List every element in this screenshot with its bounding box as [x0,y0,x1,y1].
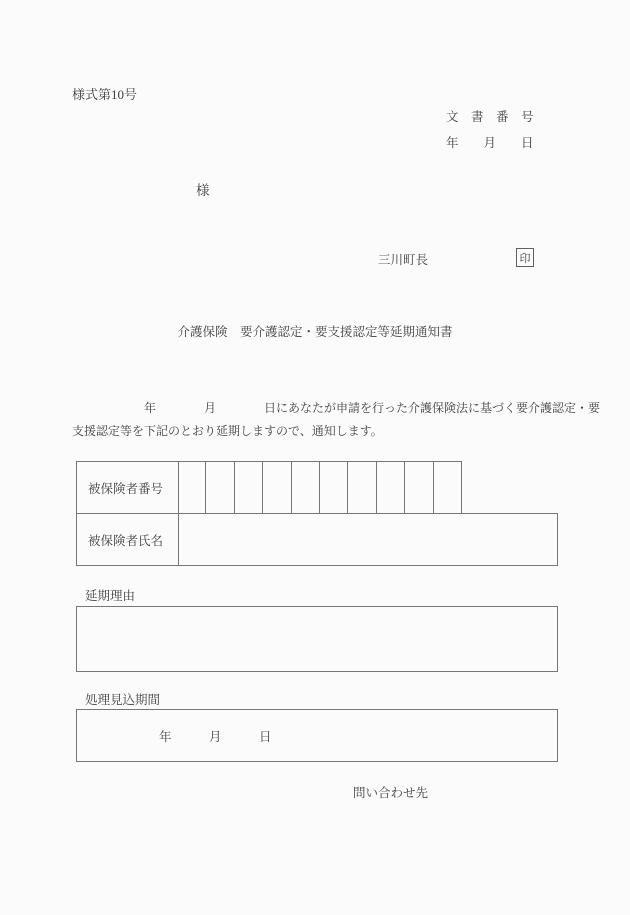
insured-number-digit-cell[interactable] [320,461,348,514]
issuer-name: 三川町長 [378,253,429,267]
insured-number-digit-cell[interactable] [206,461,234,514]
processing-period-label: 処理見込期間 [85,693,161,707]
recipient-honorific: 様 [196,183,210,198]
insured-number-label: 被保険者番号 [88,481,164,496]
issue-date-line: 年 月 日 [446,136,534,150]
document-title: 介護保険 要介護認定・要支援認定等延期通知書 [177,325,453,339]
insured-number-digit-cell[interactable] [292,461,320,514]
body-line-1: 年 月 日にあなたが申請を行った介護保険法に基づく要介護認定・要 [72,401,601,415]
insured-number-digit-cell[interactable] [263,461,291,514]
insured-name-label-cell [76,513,179,566]
insured-name-field[interactable] [178,513,558,566]
document-number-label: 文 書 番 号 [446,110,534,124]
insured-number-digit-cell[interactable] [434,461,462,514]
insured-number-label-cell [76,461,179,514]
document-meta-block [446,104,534,156]
period-date-placeholder: 年 月 日 [159,729,272,744]
body-line-2: 支援認定等を下記のとおり延期しますので、通知します。 [72,424,383,438]
insured-number-digit-cell[interactable] [377,461,405,514]
body-paragraph [72,397,600,443]
seal-character: 印 [519,252,531,265]
form-number: 様式第10号 [72,87,138,102]
delay-reason-field[interactable] [76,606,558,672]
insured-number-digit-cell[interactable] [235,461,263,514]
insured-number-digit-cells [178,461,462,514]
insured-name-label: 被保険者氏名 [88,533,164,548]
contact-label: 問い合わせ先 [353,786,429,800]
processing-period-field[interactable] [76,709,558,762]
insured-number-digit-cell[interactable] [348,461,376,514]
insured-number-digit-cell[interactable] [405,461,433,514]
seal-box [516,248,534,267]
delay-reason-label: 延期理由 [85,589,136,603]
insured-number-digit-cell[interactable] [178,461,206,514]
